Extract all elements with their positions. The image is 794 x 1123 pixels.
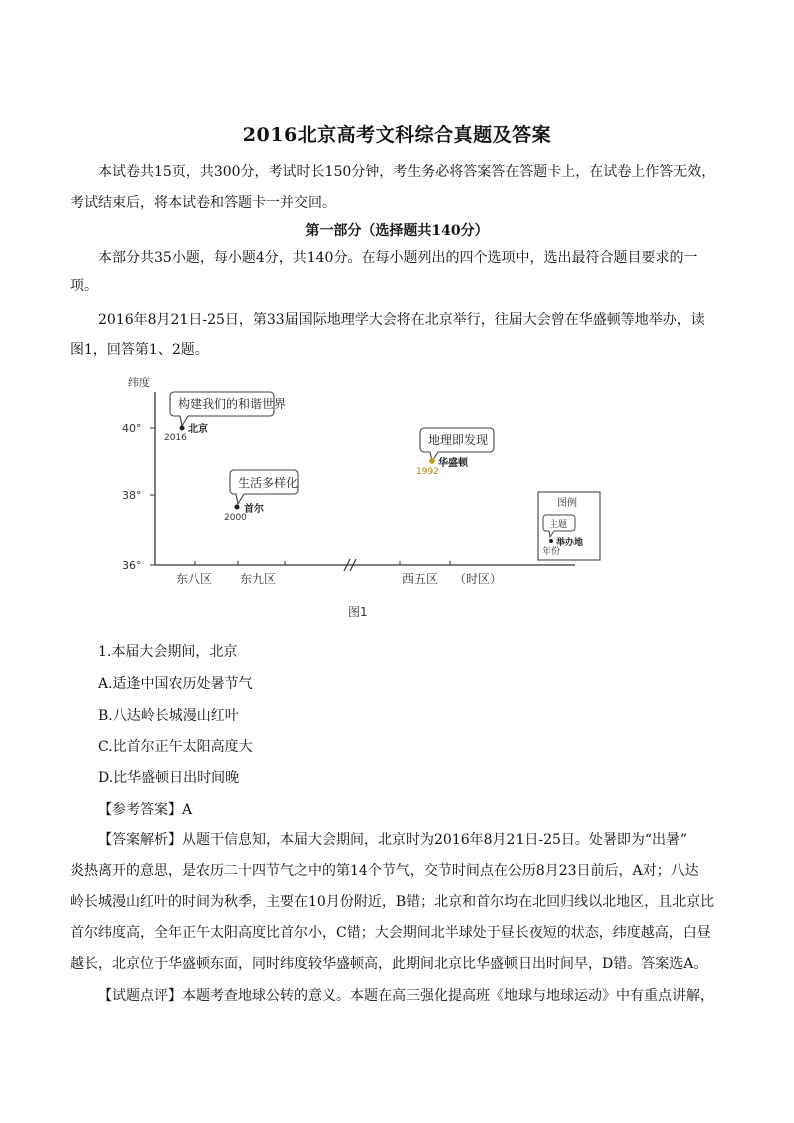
intro-line-1: 本试卷共15页，共300分，考试时长150分钟，考生务必将答案答在答题卡上，在试卷上作答无效， <box>98 164 716 180</box>
city-washington: 华盛顿 <box>438 458 468 469</box>
analysis-text-1: 从题干信息知，本届大会期间，北京时为2016年8月21日-25日。处暑即为“出暑” <box>182 832 688 848</box>
option-c: C.比首尔正午太阳高度大 <box>98 739 253 755</box>
section-intro-line-1: 本部分共35小题，每小题4分，共140分。在每小题列出的四个选项中，选出最符合题目要求的一 <box>98 250 698 266</box>
legend-city: 举办地 <box>556 538 584 548</box>
stem-line-1: 2016年8月21日-25日，第33届国际地理学大会将在北京举行，往届大会曾在华盛顿等地举办，读 <box>98 312 705 328</box>
y-tick-label: 40° <box>122 422 142 435</box>
analysis-line-3: 岭长城漫山红叶的时间为秋季，主要在10月份附近，B错；北京和首尔均在北回归线以北地区，且北京比 <box>70 894 715 910</box>
y-tick-label: 38° <box>122 489 142 502</box>
analysis-line-1 <box>98 830 687 850</box>
comment-line <box>98 986 714 1006</box>
legend-year: 年份 <box>542 547 561 557</box>
point-beijing <box>180 426 185 431</box>
intro-line-2: 考试结束后，将本试卷和答题卡一并交回。 <box>70 195 336 211</box>
analysis-label: 【答案解析】 <box>98 832 182 848</box>
figure-1 <box>120 370 610 620</box>
reference-answer: 【参考答案】A <box>98 802 193 818</box>
section-title: 第一部分（选择题共140分） <box>305 223 489 239</box>
legend-theme: 主题 <box>549 520 568 530</box>
option-a: A.适逢中国农历处暑节气 <box>98 676 253 692</box>
x-tick-label: 东八区 <box>176 572 213 586</box>
option-d: D.比华盛顿日出时间晚 <box>98 770 240 786</box>
city-beijing: 北京 <box>188 424 208 435</box>
year-seoul: 2000 <box>224 513 247 523</box>
analysis-line-2: 炎热离开的意思，是农历二十四节气之中的第14个节气，交节时间点在公历8月23日前后，A对；八达 <box>70 863 699 879</box>
x-tick-label: 西五区 <box>402 572 439 586</box>
city-seoul: 首尔 <box>244 504 264 515</box>
figure-caption: 图1 <box>348 605 368 619</box>
year-washington: 1992 <box>416 467 439 477</box>
legend-point-icon <box>549 539 553 543</box>
theme-seoul: 生活多样化 <box>238 476 299 490</box>
analysis-line-5: 越长，北京位于华盛顿东面，同时纬度较华盛顿高，此期间北京比华盛顿日出时间早，D错。答案选A。 <box>70 956 708 972</box>
theme-washington: 地理即发现 <box>428 433 489 447</box>
section-intro-line-2: 项。 <box>70 278 98 294</box>
comment-text: 本题考查地球公转的意义。本题在高三强化提高班《地球与地球运动》中有重点讲解， <box>182 988 714 1004</box>
comment-label: 【试题点评】 <box>98 988 182 1004</box>
point-seoul <box>235 505 240 510</box>
year-beijing: 2016 <box>164 433 187 443</box>
question-1-stem: 1.本届大会期间，北京 <box>98 644 238 660</box>
x-tick-label: 东九区 <box>240 572 277 586</box>
y-axis-title: 纬度 <box>128 376 150 389</box>
analysis-line-4: 首尔纬度高，全年正午太阳高度比首尔小，C错；大会期间北半球处于昼长夜短的状态，纬度越高，白昼 <box>70 925 711 941</box>
page-title: 2016北京高考文科综合真题及答案 <box>242 124 552 146</box>
x-axis-title: （时区） <box>454 572 503 586</box>
y-tick-label: 36° <box>122 559 142 572</box>
theme-beijing: 构建我们的和谐世界 <box>178 397 287 411</box>
option-b: B.八达岭长城漫山红叶 <box>98 708 239 724</box>
point-washington <box>429 458 435 464</box>
legend-title: 图例 <box>557 498 577 509</box>
stem-line-2: 图1，回答第1、2题。 <box>70 342 209 358</box>
